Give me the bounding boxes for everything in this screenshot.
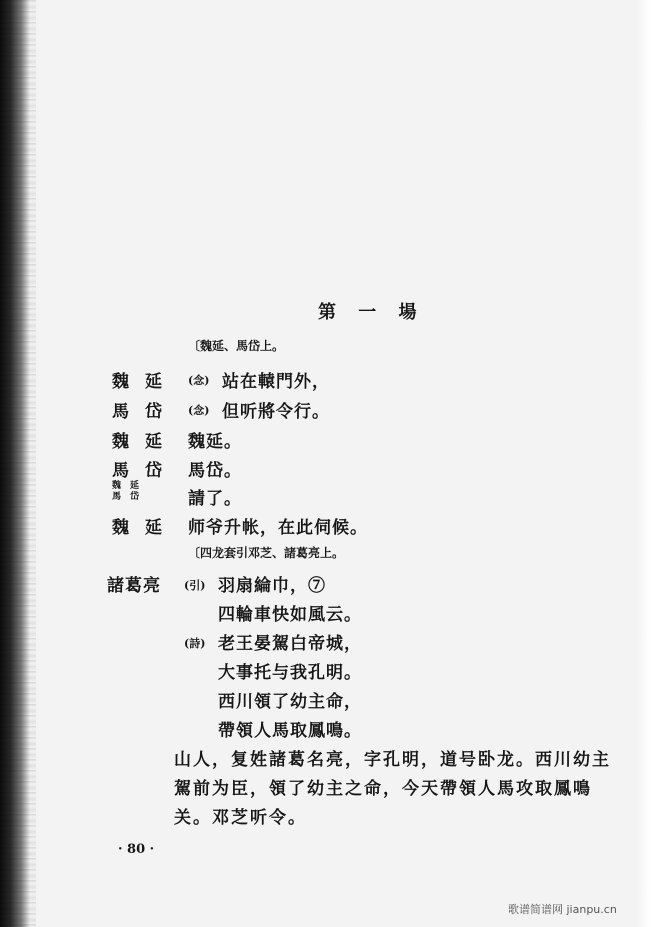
verse-yin-2: 四輪車快如風云。 bbox=[218, 605, 362, 625]
speaker-ma-dai-small: 馬岱 bbox=[112, 492, 149, 502]
scene-title: 第 一 場 bbox=[318, 302, 425, 323]
speech-line-1: 站在轅門外， bbox=[222, 372, 330, 392]
spine-noise bbox=[0, 0, 36, 927]
speech-line-4: 馬岱。 bbox=[188, 461, 242, 481]
verse-shi-2: 大事托与我孔明。 bbox=[218, 663, 362, 683]
prose-line-2: 駕前为臣，領了幼主之命，今天帶領人馬攻取鳳鳴 bbox=[174, 779, 592, 799]
right-page-edge bbox=[638, 0, 656, 927]
watermark: 歌谱简谱网 jianpu.cn bbox=[508, 903, 617, 916]
marker-nian-2: (念) bbox=[188, 404, 210, 417]
verse-shi-3: 西川領了幼主命， bbox=[218, 692, 362, 712]
speech-line-5: 請了。 bbox=[188, 489, 242, 509]
speech-line-3: 魏延。 bbox=[188, 432, 242, 452]
marker-nian-1: (念) bbox=[188, 374, 210, 387]
speaker-wei-yan-small: 魏延 bbox=[112, 481, 149, 491]
speaker-wei-yan-3: 魏延 bbox=[112, 518, 178, 538]
speaker-zhuge-liang: 諸葛亮 bbox=[107, 576, 161, 596]
verse-shi-1: 老王晏駕白帝城， bbox=[218, 634, 362, 654]
marker-shi: (詩) bbox=[184, 637, 206, 650]
speaker-ma-dai-2: 馬岱 bbox=[112, 461, 178, 481]
stage-direction-1: 〔魏延、馬岱上。 bbox=[188, 339, 285, 353]
stage-direction-2: 〔四龙套引邓芝、諸葛亮上。 bbox=[188, 546, 345, 560]
speaker-ma-dai-1: 馬岱 bbox=[112, 402, 178, 422]
marker-yin: (引) bbox=[184, 579, 206, 592]
prose-line-3: 关。邓芝听令。 bbox=[174, 808, 307, 828]
verse-shi-4: 帶領人馬取鳳鳴。 bbox=[218, 721, 362, 741]
prose-line-1: 山人，复姓諸葛名亮，字孔明，道号卧龙。西川幼主 bbox=[174, 750, 611, 770]
page-number: · 80 · bbox=[118, 842, 155, 857]
speaker-wei-yan-2: 魏延 bbox=[112, 432, 178, 452]
speech-line-2: 但听將令行。 bbox=[222, 402, 330, 422]
speaker-wei-yan-1: 魏延 bbox=[112, 372, 178, 392]
verse-yin-1: 羽扇綸巾，⑦ bbox=[218, 576, 326, 596]
speech-line-6: 师爷升帐，在此伺候。 bbox=[188, 518, 368, 538]
